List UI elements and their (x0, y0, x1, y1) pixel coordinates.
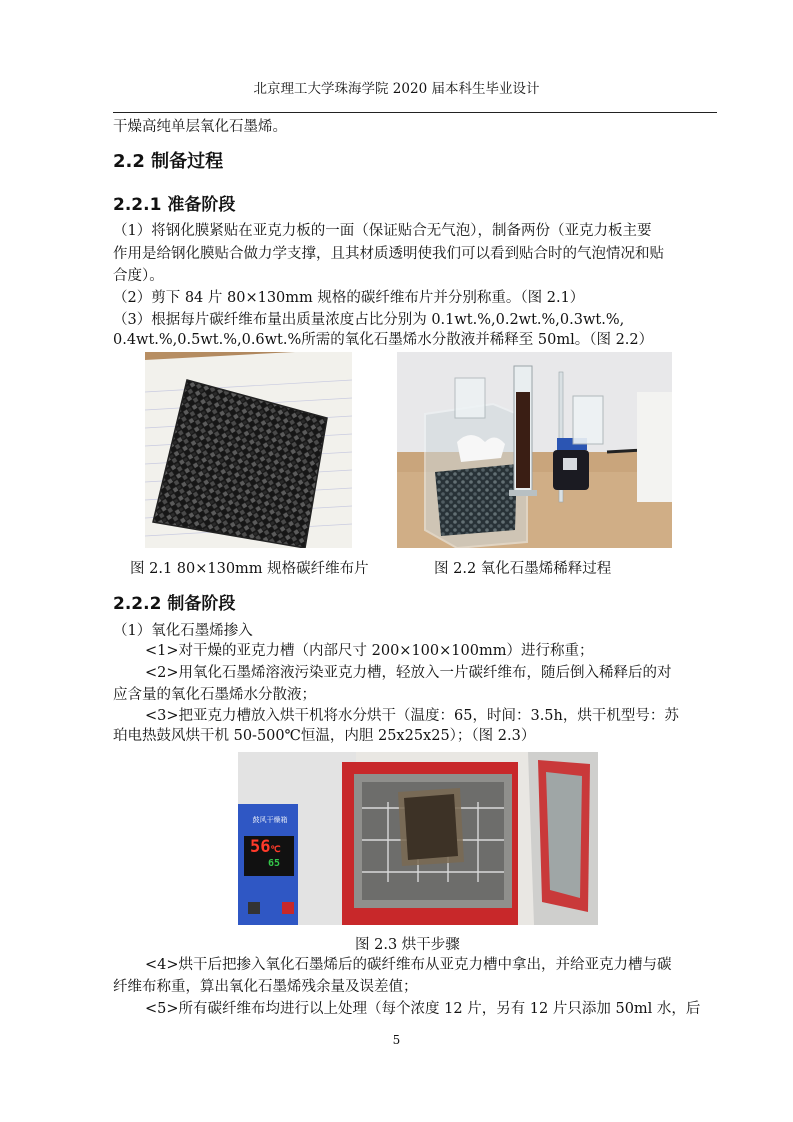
paragraph-line: <2>用氧化石墨烯溶液污染亚克力槽，轻放入一片碳纤维布，随后倒入稀释后的对 (145, 665, 672, 681)
section-heading: 2.2 制备过程 (113, 151, 224, 172)
paragraph-line: 应含量的氧化石墨烯水分散液； (113, 687, 316, 703)
paragraph-line: （3）根据每片碳纤维布量出质量浓度占比分别为 0.1wt.%,0.2wt.%,0.3wt.%, (113, 312, 625, 328)
oven-temperature-readout (250, 838, 281, 859)
paragraph-line: （2）剪下 84 片 80×130mm 规格的碳纤维布片并分别称重。（图 2.1） (113, 290, 585, 306)
subsection-heading-making: 2.2.2 制备阶段 (113, 594, 236, 614)
paragraph-line: 纤维布称重，算出氧化石墨烯残余量及误差值； (113, 979, 418, 995)
figure-carbon-fiber-photo (145, 352, 352, 548)
paragraph-line: 合度）。 (113, 268, 164, 284)
paragraph-line: <1>对干燥的亚克力槽（内部尺寸 200×100×100mm）进行称重； (145, 643, 594, 659)
paragraph-line: <3>把亚克力槽放入烘干机将水分烘干（温度：65，时间：3.5h，烘干机型号：苏 (145, 708, 679, 724)
figure-caption-2-2: 图 2.2 氧化石墨烯稀释过程 (434, 561, 612, 577)
oven-readout-value: 56 (250, 837, 271, 857)
paragraph-line: <4>烘干后把掺入氧化石墨烯后的碳纤维布从亚克力槽中拿出，并给亚克力槽与碳 (145, 957, 672, 973)
paragraph-line: 0.4wt.%,0.5wt.%,0.6wt.%所需的氧化石墨烯水分散液并稀释至 50ml。（图 2.2） (113, 332, 654, 348)
paragraph-line: 珀电热鼓风烘干机 50-500℃恒温，内胆 25x25x25）；（图 2.3） (113, 728, 536, 744)
header-rule (113, 112, 717, 113)
oven-readout-unit: ℃ (270, 845, 281, 855)
oven-setpoint-readout: 65 (268, 858, 281, 869)
oven-label: 鼓风干燥箱 (252, 816, 288, 824)
lead-line: 干燥高纯单层氧化石墨烯。 (113, 119, 287, 135)
page-number: 5 (392, 1033, 401, 1047)
figure-caption-2-1: 图 2.1 80×130mm 规格碳纤维布片 (130, 561, 369, 577)
paragraph-line: <5>所有碳纤维布均进行以上处理（每个浓度 12 片，另有 12 片只添加 50ml 水，后 (145, 1001, 701, 1017)
running-header: 北京理工大学珠海学院 2020 届本科生毕业设计 (253, 81, 540, 97)
paragraph-line: 作用是给钢化膜贴合做力学支撑，且其材质透明使我们可以看到贴合时的气泡情况和贴 (113, 246, 664, 262)
paragraph-line: （1）氧化石墨烯掺入 (113, 623, 253, 639)
subsection-heading-prep: 2.2.1 准备阶段 (113, 195, 236, 215)
figure-oven-photo (238, 752, 598, 925)
figure-dilution-photo (397, 352, 672, 548)
figure-caption-2-3: 图 2.3 烘干步骤 (355, 937, 460, 953)
paragraph-line: （1）将钢化膜紧贴在亚克力板的一面（保证贴合无气泡），制备两份（亚克力板主要 (113, 223, 652, 239)
